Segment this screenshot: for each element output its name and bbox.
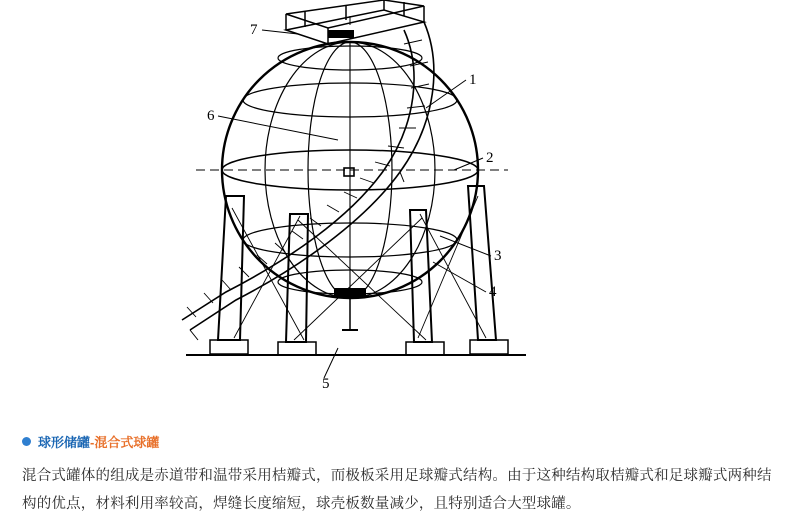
figure-caption bbox=[22, 432, 159, 451]
spherical-tank-illustration bbox=[178, 0, 534, 400]
callout-7: 7 bbox=[250, 22, 258, 38]
callout-1: 1 bbox=[469, 72, 477, 88]
callout-5: 5 bbox=[322, 376, 330, 392]
body-paragraph: 混合式罐体的组成是赤道带和温带采用桔瓣式，而极板采用足球瓣式结构。由于这种结构取桔瓣式和足球瓣式两种结构的优点，材料利用率较高，焊缝长度缩短，球壳板数量减少，且特别适合大型球罐。 bbox=[22, 468, 772, 512]
callout-2: 2 bbox=[486, 150, 494, 166]
callout-3: 3 bbox=[494, 248, 502, 264]
caption-subtitle: -混合式球罐 bbox=[90, 435, 160, 450]
callout-6: 6 bbox=[207, 108, 215, 124]
figure-container bbox=[178, 0, 534, 400]
caption-title: 球形储罐 bbox=[38, 435, 91, 450]
callout-4: 4 bbox=[489, 284, 497, 300]
bullet-dot-icon bbox=[22, 437, 31, 446]
